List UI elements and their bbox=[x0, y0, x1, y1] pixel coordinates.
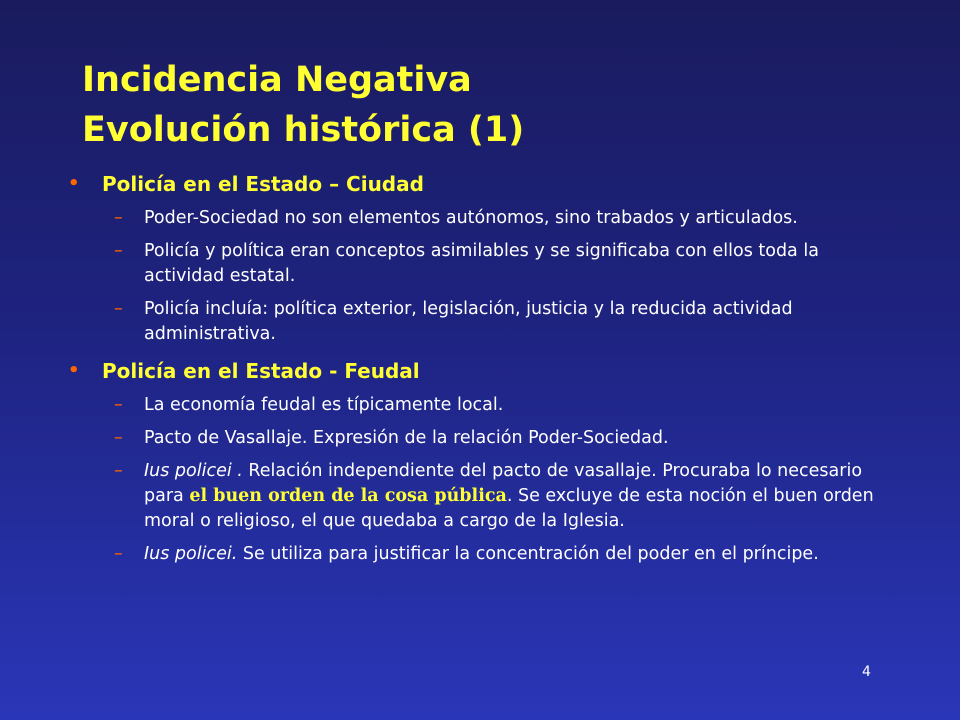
list-item bbox=[68, 297, 898, 347]
list-item bbox=[68, 542, 898, 567]
list-item-text: Policía incluía: política exterior, legislación, justicia y la reducida actividad administrativa. bbox=[144, 299, 793, 344]
dash-icon: – bbox=[114, 428, 123, 448]
title-line-2: Evolución histórica (1) bbox=[82, 110, 525, 150]
dash-icon: – bbox=[114, 461, 123, 481]
list-item bbox=[68, 239, 898, 289]
dash-icon: – bbox=[114, 395, 123, 415]
slide-title bbox=[82, 55, 524, 155]
highlighted-phrase: el buen orden de la cosa pública bbox=[189, 486, 507, 506]
list-item-text: . Se excluye de esta noción el buen orden moral o religioso, el que quedaba a cargo de la Iglesia. bbox=[144, 486, 874, 531]
dash-icon: – bbox=[114, 544, 123, 564]
dash-icon: – bbox=[114, 208, 123, 228]
list-item bbox=[68, 426, 898, 451]
list-item-text: Pacto de Vasallaje. Expresión de la relación Poder-Sociedad. bbox=[144, 428, 669, 448]
list-item-text: Relación independiente del pacto de vasallaje. Procuraba lo necesario para bbox=[144, 461, 863, 506]
dash-icon: – bbox=[114, 241, 123, 261]
slide-content bbox=[68, 170, 898, 567]
ius-policei-term: Ius policei . bbox=[144, 461, 243, 481]
list-item-text: La economía feudal es típicamente local. bbox=[144, 395, 504, 415]
list-item bbox=[68, 393, 898, 418]
bullet-icon: • bbox=[68, 360, 80, 381]
title-line-1: Incidencia Negativa bbox=[82, 60, 472, 100]
bullet-icon: • bbox=[68, 173, 80, 194]
dash-icon: – bbox=[114, 299, 123, 319]
list-item-text: Poder-Sociedad no son elementos autónomos, sino trabados y articulados. bbox=[144, 208, 798, 228]
list-item-text: Se utiliza para justificar la concentración del poder en el príncipe. bbox=[237, 544, 819, 564]
list-item bbox=[68, 206, 898, 231]
section-heading-text: Policía en el Estado - Feudal bbox=[102, 359, 420, 383]
list-item-text: Policía y política eran conceptos asimilables y se significaba con ellos toda la actividad estatal. bbox=[144, 241, 819, 286]
section-heading-text: Policía en el Estado – Ciudad bbox=[102, 172, 424, 196]
ius-policei-term: Ius policei. bbox=[144, 544, 238, 564]
section-heading-feudal bbox=[68, 357, 898, 385]
page-number: 4 bbox=[862, 664, 871, 680]
section-heading-ciudad bbox=[68, 170, 898, 198]
list-item bbox=[68, 459, 898, 534]
